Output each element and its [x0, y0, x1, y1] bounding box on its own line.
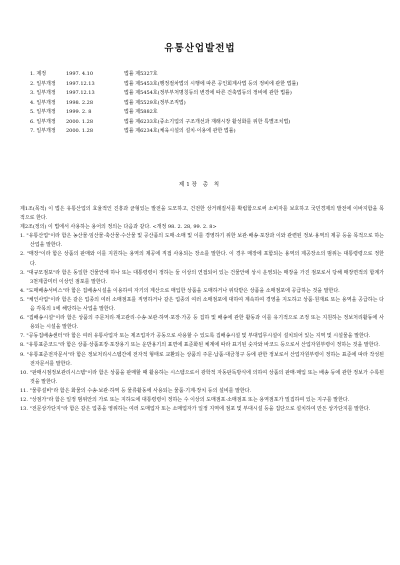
history-number: 6. 일부개정 [30, 118, 56, 125]
definition-item: 11. "물류설비"라 함은 화물의 수송·보관·하역 등 물류활동에 사용되는 물품·기계·장치 등의 설비를 말한다. [20, 387, 252, 394]
history-description: 법률 제6234호(체육시설의 설치·이용에 관한 법률) [124, 128, 236, 134]
history-date: 1997. 4.10 [66, 71, 94, 77]
history-number: 2. 일부개정 [30, 80, 56, 87]
definition-item: 12. "상점가"라 함은 일정 범위안의 가로 또는 지하도에 대통령령이 정하는 수 이상의 도매점포·소매점포 또는 용역점포가 밀집하여 있는 지구를 말한다. [20, 396, 350, 403]
history-date: 2000. 1.28 [66, 128, 94, 134]
law-body [20, 205, 384, 414]
history-number: 3. 일부개정 [30, 90, 56, 96]
chapter-heading: 제1장 총 칙 [178, 182, 222, 188]
history-date: 1997.12.13 [66, 90, 95, 96]
definition-item: 5. "체인사업"이라 함은 같은 업종의 여러 소매점포를 직영하거나 같은 업종의 여러 소매점포에 대하여 계속하여 경영을 지도하고 상품·원재료 또는 용역을 공급하는 다음 각목의 1에 해당하는 사업을 말한다. [20, 296, 384, 313]
definition-item: 10. "판매시점정보관리시스템"이라 함은 상품을 판매할 때 활용하는 시스템으로서 광학적 자동판독방식에 의하여 상품의 판매·매입 또는 배송 등에 관한 정보가 수록된 것을 말한다. [20, 369, 384, 385]
history-description: 법률 제5529호(정부조직법) [124, 99, 186, 106]
history-date: 1998. 2.28 [66, 99, 94, 106]
article-2-heading: 제2조(정의) 이 법에서 사용하는 용어의 정의는 다음과 같다. <개정 98. 2. 28, 99. 2. 8> [20, 224, 217, 231]
history-number: 4. 일부개정 [30, 99, 56, 106]
history-row [30, 108, 390, 118]
history-row [30, 127, 390, 137]
history-row [30, 99, 390, 109]
history-number: 7. 일부개정 [30, 128, 56, 134]
history-date: 1999. 2. 8 [66, 109, 92, 115]
history-row [30, 118, 390, 128]
history-date: 2000. 1.28 [66, 118, 94, 125]
history-description: 법률 제5882호 [124, 109, 158, 115]
definition-item: 2. "매장"이라 함은 상품의 판매와 이를 지원하는 용역의 제공에 직접 사용되는 장소를 말한다. 이 경우 매장에 포함되는 용역의 제공장소의 범위는 대통령령으로 정한다. [20, 251, 384, 267]
history-date: 1997.12.13 [66, 80, 95, 87]
history-description: 법률 제5327호 [124, 71, 158, 77]
article-1: 제1조(목적) 이 법은 유통산업의 효율적인 진흥과 균형있는 발전을 도모하고, 건전한 상거래질서를 확립함으로써 소비자를 보호하고 국민경제의 발전에 이바지함을 목적으로 한다. [20, 206, 384, 222]
definition-item: 3. "대규모점포"라 함은 동일한 건물안에 하나 또는 대통령령이 정하는 둘 이상의 연접되어 있는 건물안에 상시 운영되는 매장을 가진 점포로서 당해 매장면적의 합계가 3천제곱미터 이상인 점포를 말한다. [20, 269, 384, 285]
definition-item: 1. "유통산업"이라 함은 농산물·임산물·축산물·수산물 및 공산품의 도매·소매 및 이를 경영하기 위한 보관·배송·포장과 이와 관련된 정보·용역의 제공 등을 목적으로 하는 산업을 말한다. [20, 233, 384, 249]
definition-item: 9. "유통표준전자문서"라 함은 정보처리시스템간에 전자적 형태로 교환되는 상품의 주문·납품·대금청구 등에 관한 정보로서 산업자원부령이 정하는 표준에 따라 작성된 전자문서를 말한다. [20, 351, 384, 367]
history-description: 법률 제6233호(중소기업의 구조개선과 재래시장 활성화를 위한 특별조치법) [124, 118, 291, 125]
history-row [30, 70, 390, 80]
document-title: 유통산업발전법 [164, 43, 236, 54]
history-number: 5. 일부개정 [30, 109, 56, 115]
definition-item: 4. "도매배송서비스"라 함은 집배송시설을 이용하여 자기의 계산으로 매입한 상품을 도매하거나 위탁받은 상품을 소매점포에 공급하는 것을 말한다. [20, 287, 340, 294]
definition-item: 6. "집배송시설"이라 함은 상품의 주문처리·재고관리·수송·보관·하역·포장·가공 등 집하 및 배송에 관한 활동과 이를 유기적으로 조정 또는 지원하는 정보처리활동에 사용되는 시설을 말한다. [20, 315, 384, 331]
history-description: 법률 제5453호(행정절차법의 시행에 따른 공인회계사법 등의 정비에 관한 법률) [124, 80, 299, 87]
history-number: 1. 제정 [30, 71, 47, 77]
amendment-history [30, 70, 390, 137]
definition-item: 13. "전문상가단지"라 함은 같은 업종을 영위하는 여러 도매업자 또는 소매업자가 일정 지역에 점포 및 부대시설 등을 집단으로 설치하여 만든 상가단지를 말한다. [20, 406, 371, 413]
definition-item: 7. "공동집배송센터"라 함은 여러 유통사업자 또는 제조업자가 공동으로 사용할 수 있도록 집배송시설 및 부대업무시설이 설치되어 있는 지역 및 시설물을 말한다. [20, 333, 371, 340]
history-row [30, 89, 390, 99]
history-row [30, 80, 390, 90]
definition-item: 8. "유통표준코드"라 함은 상품·상품포장·포장용기 또는 운반용기의 표면에 표준화된 체계에 따라 표기된 숫자와 바코드 등으로서 산업자원부령이 정하는 것을 말한다. [20, 342, 380, 349]
history-description: 법률 제5454호(정부부처명칭등의 변경에 따른 건축법등의 정비에 관한 법률) [124, 90, 292, 96]
